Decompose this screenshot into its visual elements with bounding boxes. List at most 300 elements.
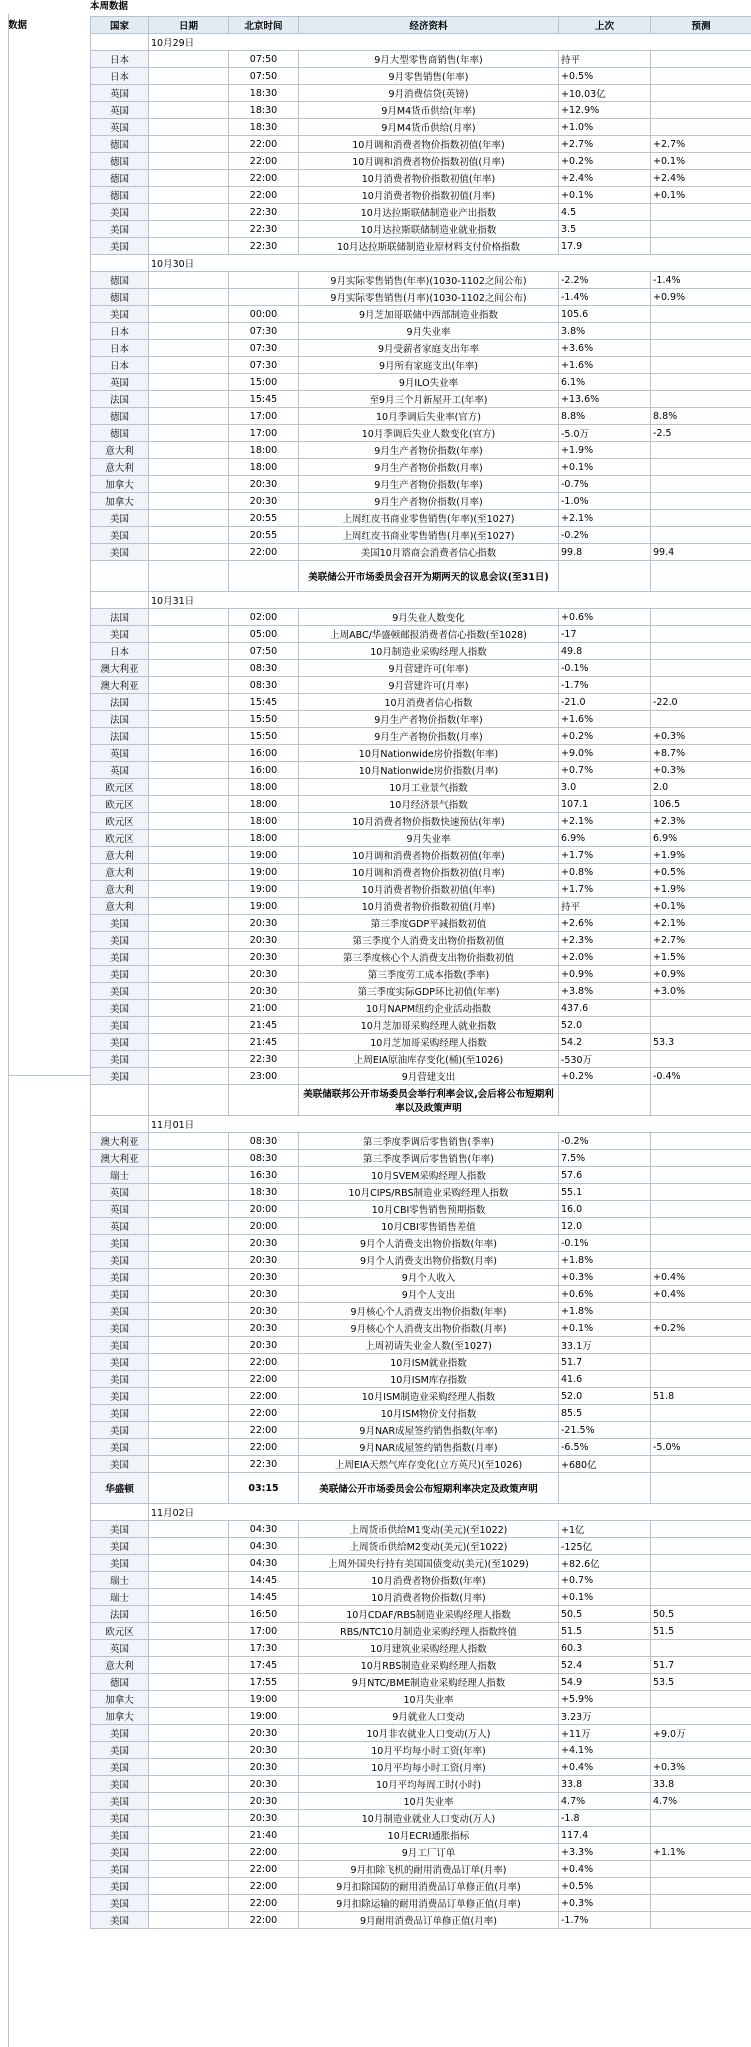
forecast-value-cell <box>651 1456 751 1473</box>
description-cell: 第三季度季调后零售销售(季率) <box>299 1133 559 1150</box>
date-cell <box>149 408 229 425</box>
previous-value-cell: +0.1% <box>559 459 651 476</box>
country-cell: 英国 <box>91 85 149 102</box>
date-cell <box>149 1844 229 1861</box>
time-cell: 17:00 <box>229 408 299 425</box>
forecast-value-cell <box>651 626 751 643</box>
description-cell: 9月个人收入 <box>299 1269 559 1286</box>
description-cell: 9月生产者物价指数(年率) <box>299 442 559 459</box>
description-cell: 9月M4货币供给(年率) <box>299 102 559 119</box>
table-row <box>91 527 751 544</box>
country-cell: 美国 <box>91 1252 149 1269</box>
previous-value-cell: +0.1% <box>559 187 651 204</box>
date-cell <box>149 1725 229 1742</box>
description-cell: 9月个人消费支出物价指数(月率) <box>299 1252 559 1269</box>
previous-value-cell: 437.6 <box>559 1000 651 1017</box>
forecast-value-cell: +0.2% <box>651 1320 751 1337</box>
previous-value-cell: 33.1万 <box>559 1337 651 1354</box>
table-row <box>91 609 751 626</box>
previous-value-cell: +0.9% <box>559 966 651 983</box>
forecast-value-cell: +8.7% <box>651 745 751 762</box>
country-cell: 美国 <box>91 1456 149 1473</box>
date-cell <box>149 459 229 476</box>
table-row <box>91 68 751 85</box>
date-cell <box>149 1623 229 1640</box>
description-cell: 9月就业人口变动 <box>299 1708 559 1725</box>
country-cell: 美国 <box>91 932 149 949</box>
country-cell: 德国 <box>91 272 149 289</box>
forecast-value-cell <box>651 1184 751 1201</box>
forecast-value-cell <box>651 1201 751 1218</box>
previous-value-cell: -21.0 <box>559 694 651 711</box>
forecast-value-cell: +2.3% <box>651 813 751 830</box>
table-row <box>91 1640 751 1657</box>
forecast-value-cell: +0.4% <box>651 1269 751 1286</box>
time-cell: 02:00 <box>229 609 299 626</box>
description-cell: 10月季调后失业率(官方) <box>299 408 559 425</box>
date-cell <box>149 983 229 1000</box>
time-cell: 20:30 <box>229 1235 299 1252</box>
time-cell: 19:00 <box>229 898 299 915</box>
previous-value-cell: -1.7% <box>559 1912 651 1929</box>
date-cell <box>149 544 229 561</box>
description-cell: 10月消费者物价指数(年率) <box>299 1572 559 1589</box>
table-row <box>91 374 751 391</box>
previous-value-cell: 52.0 <box>559 1017 651 1034</box>
forecast-value-cell <box>651 1371 751 1388</box>
empty-cell <box>229 1085 299 1116</box>
empty-cell <box>91 1085 149 1116</box>
previous-value-cell: -0.1% <box>559 660 651 677</box>
table-row <box>91 1623 751 1640</box>
date-cell <box>149 306 229 323</box>
description-cell: 10月芝加哥采购经理人指数 <box>299 1034 559 1051</box>
previous-value-cell: +2.0% <box>559 949 651 966</box>
country-cell: 美国 <box>91 1422 149 1439</box>
time-cell: 08:30 <box>229 660 299 677</box>
forecast-value-cell <box>651 1589 751 1606</box>
time-cell: 16:50 <box>229 1606 299 1623</box>
date-cell <box>149 1303 229 1320</box>
date-cell <box>149 442 229 459</box>
description-cell: 上周货币供给M1变动(美元)(至1022) <box>299 1521 559 1538</box>
forecast-value-cell <box>651 1861 751 1878</box>
country-cell: 意大利 <box>91 881 149 898</box>
country-cell: 加拿大 <box>91 493 149 510</box>
date-row <box>91 255 751 272</box>
forecast-value-cell: -22.0 <box>651 694 751 711</box>
previous-value-cell: +10.03亿 <box>559 85 651 102</box>
description-cell: 9月扣除飞机的耐用消费品订单(月率) <box>299 1861 559 1878</box>
country-cell: 加拿大 <box>91 476 149 493</box>
forecast-value-cell: +1.5% <box>651 949 751 966</box>
description-cell: 10月失业率 <box>299 1691 559 1708</box>
description-cell: 上周货币供给M2变动(美元)(至1022) <box>299 1538 559 1555</box>
forecast-value-cell: +1.1% <box>651 1844 751 1861</box>
country-cell: 美国 <box>91 1303 149 1320</box>
left-column-border <box>8 14 91 2047</box>
previous-value-cell: 41.6 <box>559 1371 651 1388</box>
previous-value-cell: 117.4 <box>559 1827 651 1844</box>
country-cell: 美国 <box>91 1439 149 1456</box>
date-row <box>91 34 751 51</box>
table-row <box>91 626 751 643</box>
country-cell: 美国 <box>91 1388 149 1405</box>
forecast-value-cell <box>651 1133 751 1150</box>
empty-cell <box>91 592 149 609</box>
forecast-value-cell <box>651 391 751 408</box>
description-cell: 上周红皮书商业零售销售(月率)(至1027) <box>299 527 559 544</box>
forecast-value-cell: -1.4% <box>651 272 751 289</box>
previous-value-cell: 12.0 <box>559 1218 651 1235</box>
date-cell <box>149 1201 229 1218</box>
previous-value-cell: +0.4% <box>559 1861 651 1878</box>
empty-cell <box>91 1504 149 1521</box>
country-cell: 日本 <box>91 357 149 374</box>
left-column-label: 数据 <box>8 20 28 31</box>
table-row <box>91 1252 751 1269</box>
previous-value-cell: +2.6% <box>559 915 651 932</box>
date-row <box>91 592 751 609</box>
date-cell <box>149 1017 229 1034</box>
empty-cell <box>559 1473 651 1504</box>
header-country: 国家 <box>91 17 149 34</box>
description-cell: 10月失业率 <box>299 1793 559 1810</box>
time-cell: 08:30 <box>229 1133 299 1150</box>
table-row <box>91 102 751 119</box>
date-cell <box>149 1878 229 1895</box>
country-cell: 美国 <box>91 1759 149 1776</box>
previous-value-cell: +5.9% <box>559 1691 651 1708</box>
forecast-value-cell: 4.7% <box>651 1793 751 1810</box>
previous-value-cell: 107.1 <box>559 796 651 813</box>
date-cell <box>149 677 229 694</box>
description-cell: 9月ILO失业率 <box>299 374 559 391</box>
table-row <box>91 1303 751 1320</box>
forecast-value-cell: +0.9% <box>651 289 751 306</box>
previous-value-cell: +1.0% <box>559 119 651 136</box>
previous-value-cell: -0.7% <box>559 476 651 493</box>
date-cell <box>149 323 229 340</box>
description-cell: 9月所有家庭支出(年率) <box>299 357 559 374</box>
country-cell: 德国 <box>91 289 149 306</box>
previous-value-cell: +0.3% <box>559 1895 651 1912</box>
description-cell: 10月Nationwide房价指数(月率) <box>299 762 559 779</box>
description-cell: 10月NAPM纽约企业活动指数 <box>299 1000 559 1017</box>
country-cell: 英国 <box>91 762 149 779</box>
event-row <box>91 1085 751 1116</box>
time-cell: 20:30 <box>229 1320 299 1337</box>
table-row <box>91 932 751 949</box>
left-column-divider <box>8 1075 90 1076</box>
date-cell <box>149 357 229 374</box>
forecast-value-cell <box>651 357 751 374</box>
date-cell <box>149 694 229 711</box>
forecast-value-cell <box>651 1252 751 1269</box>
time-cell: 20:30 <box>229 949 299 966</box>
country-cell: 美国 <box>91 1405 149 1422</box>
previous-value-cell: +0.1% <box>559 1320 651 1337</box>
date-cell <box>149 728 229 745</box>
table-row <box>91 915 751 932</box>
description-cell: 10月工业景气指数 <box>299 779 559 796</box>
description-cell: 9月M4货币供给(月率) <box>299 119 559 136</box>
country-cell: 意大利 <box>91 847 149 864</box>
forecast-value-cell <box>651 527 751 544</box>
previous-value-cell: 持平 <box>559 898 651 915</box>
description-cell: 9月核心个人消费支出物价指数(年率) <box>299 1303 559 1320</box>
description-cell: 9月生产者物价指数(年率) <box>299 711 559 728</box>
country-cell: 德国 <box>91 153 149 170</box>
previous-value-cell: +1.9% <box>559 442 651 459</box>
time-cell: 20:30 <box>229 1810 299 1827</box>
header-forecast: 预测 <box>651 17 751 34</box>
country-cell: 英国 <box>91 1201 149 1218</box>
country-cell: 美国 <box>91 1354 149 1371</box>
date-cell <box>149 1657 229 1674</box>
table-row <box>91 1827 751 1844</box>
country-cell: 意大利 <box>91 1657 149 1674</box>
empty-cell <box>149 561 229 592</box>
description-cell: 10月ISM库存指数 <box>299 1371 559 1388</box>
date-cell <box>149 779 229 796</box>
table-row <box>91 493 751 510</box>
header-previous: 上次 <box>559 17 651 34</box>
previous-value-cell: 8.8% <box>559 408 651 425</box>
table-row <box>91 544 751 561</box>
date-cell <box>149 1051 229 1068</box>
time-cell: 22:30 <box>229 1456 299 1473</box>
time-cell: 20:30 <box>229 915 299 932</box>
forecast-value-cell: 51.8 <box>651 1388 751 1405</box>
country-cell: 美国 <box>91 1895 149 1912</box>
time-cell: 20:30 <box>229 1793 299 1810</box>
table-row <box>91 1878 751 1895</box>
time-cell: 03:15 <box>229 1473 299 1504</box>
country-cell: 英国 <box>91 102 149 119</box>
description-cell: 10月ISM就业指数 <box>299 1354 559 1371</box>
table-row <box>91 153 751 170</box>
table-row <box>91 187 751 204</box>
table-row <box>91 1218 751 1235</box>
date-cell <box>149 1456 229 1473</box>
forecast-value-cell <box>651 1878 751 1895</box>
date-cell <box>149 1759 229 1776</box>
country-cell: 美国 <box>91 1320 149 1337</box>
country-cell: 德国 <box>91 1674 149 1691</box>
forecast-value-cell: +3.0% <box>651 983 751 1000</box>
country-cell: 美国 <box>91 510 149 527</box>
table-row <box>91 459 751 476</box>
country-cell: 美国 <box>91 1793 149 1810</box>
date-cell <box>149 1337 229 1354</box>
table-row <box>91 1000 751 1017</box>
description-cell: 10月ISM物价支付指数 <box>299 1405 559 1422</box>
previous-value-cell: 3.23万 <box>559 1708 651 1725</box>
table-row <box>91 1068 751 1085</box>
table-row <box>91 1776 751 1793</box>
description-cell: 10月消费者物价指数初值(年率) <box>299 170 559 187</box>
date-cell <box>149 1252 229 1269</box>
table-row <box>91 1337 751 1354</box>
date-cell <box>149 289 229 306</box>
previous-value-cell: 33.8 <box>559 1776 651 1793</box>
date-cell <box>149 187 229 204</box>
forecast-value-cell: +2.7% <box>651 932 751 949</box>
table-row <box>91 289 751 306</box>
table-row <box>91 170 751 187</box>
economic-calendar-table <box>90 16 751 1929</box>
table-row <box>91 476 751 493</box>
description-cell: 10月达拉斯联储制造业产出指数 <box>299 204 559 221</box>
table-row <box>91 1572 751 1589</box>
empty-cell <box>651 1085 751 1116</box>
forecast-value-cell: +2.7% <box>651 136 751 153</box>
previous-value-cell: +0.2% <box>559 1068 651 1085</box>
previous-value-cell: 99.8 <box>559 544 651 561</box>
table-row <box>91 510 751 527</box>
forecast-value-cell <box>651 643 751 660</box>
description-cell: 9月生产者物价指数(月率) <box>299 493 559 510</box>
description-cell: 10月CBI零售销售预期指数 <box>299 1201 559 1218</box>
country-cell: 日本 <box>91 340 149 357</box>
date-cell <box>149 1810 229 1827</box>
empty-cell <box>229 561 299 592</box>
date-cell <box>149 425 229 442</box>
description-cell: 10月消费者信心指数 <box>299 694 559 711</box>
forecast-value-cell <box>651 1640 751 1657</box>
previous-value-cell: 85.5 <box>559 1405 651 1422</box>
empty-cell <box>91 1116 149 1133</box>
country-cell: 日本 <box>91 323 149 340</box>
previous-value-cell: -0.1% <box>559 1235 651 1252</box>
country-cell: 德国 <box>91 408 149 425</box>
table-row <box>91 1810 751 1827</box>
table-row <box>91 1606 751 1623</box>
description-cell: 10月SVEM采购经理人指数 <box>299 1167 559 1184</box>
description-cell: 10月调和消费者物价指数初值(年率) <box>299 847 559 864</box>
date-cell <box>149 170 229 187</box>
date-cell <box>149 796 229 813</box>
time-cell: 20:30 <box>229 476 299 493</box>
description-cell: RBS/NTC10月制造业采购经理人指数终值 <box>299 1623 559 1640</box>
date-label: 11月01日 <box>149 1116 751 1133</box>
description-cell: 9月工厂订单 <box>299 1844 559 1861</box>
previous-value-cell: +0.4% <box>559 1759 651 1776</box>
time-cell: 21:00 <box>229 1000 299 1017</box>
previous-value-cell: +3.6% <box>559 340 651 357</box>
date-cell <box>149 1320 229 1337</box>
header-date: 日期 <box>149 17 229 34</box>
country-cell: 美国 <box>91 1538 149 1555</box>
description-cell: 9月个人支出 <box>299 1286 559 1303</box>
country-cell: 美国 <box>91 1068 149 1085</box>
previous-value-cell: +0.7% <box>559 1572 651 1589</box>
page-title: 本周数据 <box>90 1 129 12</box>
country-cell: 美国 <box>91 1521 149 1538</box>
table-row <box>91 1235 751 1252</box>
time-cell: 16:30 <box>229 1167 299 1184</box>
date-cell <box>149 643 229 660</box>
time-cell: 18:30 <box>229 85 299 102</box>
previous-value-cell: +2.1% <box>559 510 651 527</box>
description-cell: 10月调和消费者物价指数初值(月率) <box>299 153 559 170</box>
country-cell: 加拿大 <box>91 1691 149 1708</box>
description-cell: 9月NTC/BME制造业采购经理人指数 <box>299 1674 559 1691</box>
table-row <box>91 1184 751 1201</box>
forecast-value-cell: 2.0 <box>651 779 751 796</box>
country-cell: 美国 <box>91 238 149 255</box>
date-cell <box>149 1000 229 1017</box>
date-cell <box>149 51 229 68</box>
previous-value-cell: -1.0% <box>559 493 651 510</box>
time-cell: 17:00 <box>229 1623 299 1640</box>
time-cell: 21:45 <box>229 1034 299 1051</box>
description-cell: 10月CDAF/RBS制造业采购经理人指数 <box>299 1606 559 1623</box>
date-cell <box>149 1521 229 1538</box>
forecast-value-cell <box>651 204 751 221</box>
previous-value-cell: 17.9 <box>559 238 651 255</box>
country-cell: 澳大利亚 <box>91 1133 149 1150</box>
previous-value-cell: 持平 <box>559 51 651 68</box>
forecast-value-cell <box>651 660 751 677</box>
table-row <box>91 677 751 694</box>
country-cell: 英国 <box>91 745 149 762</box>
country-cell: 美国 <box>91 544 149 561</box>
description-cell: 10月调和消费者物价指数初值(年率) <box>299 136 559 153</box>
table-row <box>91 1456 751 1473</box>
forecast-value-cell <box>651 1691 751 1708</box>
table-row <box>91 1657 751 1674</box>
country-cell: 美国 <box>91 1878 149 1895</box>
previous-value-cell: +3.3% <box>559 1844 651 1861</box>
empty-cell <box>651 561 751 592</box>
forecast-value-cell <box>651 1708 751 1725</box>
previous-value-cell: 60.3 <box>559 1640 651 1657</box>
time-cell: 20:30 <box>229 1742 299 1759</box>
previous-value-cell: 54.9 <box>559 1674 651 1691</box>
forecast-value-cell: +9.0万 <box>651 1725 751 1742</box>
empty-cell <box>559 1085 651 1116</box>
forecast-value-cell: +0.1% <box>651 187 751 204</box>
time-cell: 14:45 <box>229 1572 299 1589</box>
table-row <box>91 1439 751 1456</box>
time-cell: 20:30 <box>229 1286 299 1303</box>
description-cell: 10月制造业就业人口变动(万人) <box>299 1810 559 1827</box>
country-cell: 美国 <box>91 1286 149 1303</box>
forecast-value-cell: +0.4% <box>651 1286 751 1303</box>
header-description: 经济资料 <box>299 17 559 34</box>
date-cell <box>149 1572 229 1589</box>
description-cell: 上周EIA原油库存变化(桶)(至1026) <box>299 1051 559 1068</box>
description-cell: 9月生产者物价指数(年率) <box>299 476 559 493</box>
previous-value-cell: +1.8% <box>559 1252 651 1269</box>
country-cell: 美国 <box>91 1827 149 1844</box>
empty-cell <box>91 561 149 592</box>
forecast-value-cell: 8.8% <box>651 408 751 425</box>
forecast-value-cell <box>651 1337 751 1354</box>
forecast-value-cell <box>651 1895 751 1912</box>
country-cell: 瑞士 <box>91 1572 149 1589</box>
date-cell <box>149 1218 229 1235</box>
time-cell: 20:30 <box>229 1252 299 1269</box>
time-cell: 19:00 <box>229 864 299 881</box>
time-cell: 18:00 <box>229 442 299 459</box>
time-cell: 21:40 <box>229 1827 299 1844</box>
description-cell: 9月生产者物价指数(月率) <box>299 459 559 476</box>
country-cell: 意大利 <box>91 864 149 881</box>
forecast-value-cell <box>651 221 751 238</box>
